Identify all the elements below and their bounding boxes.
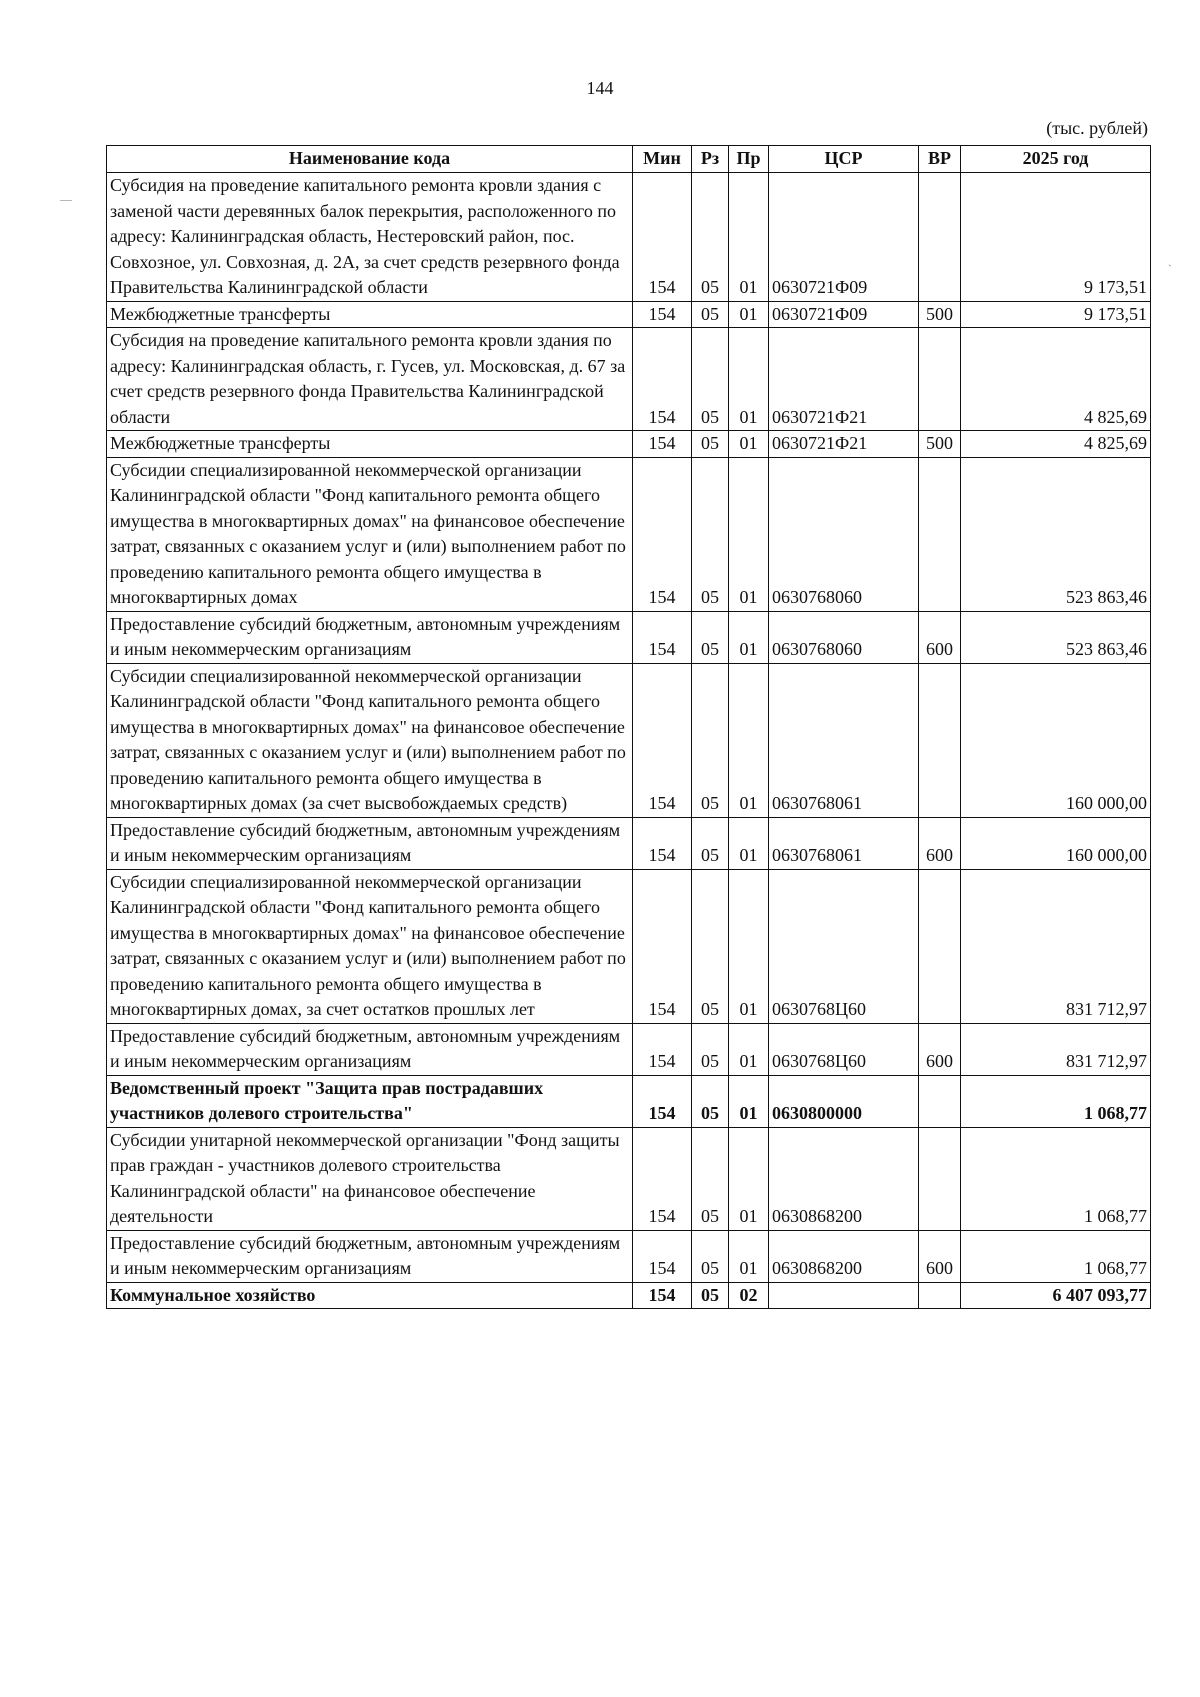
cell-sum: 1 068,77 [961, 1230, 1151, 1282]
cell-vr [919, 1127, 961, 1230]
table-row [107, 663, 1151, 817]
cell-sum: 9 173,51 [961, 301, 1151, 328]
cell-vr [919, 173, 961, 302]
cell-pr: 02 [729, 1282, 769, 1309]
cell-min: 154 [633, 663, 692, 817]
cell-rz: 05 [692, 611, 729, 663]
cell-pr: 01 [729, 611, 769, 663]
cell-vr [919, 1075, 961, 1127]
cell-name: Предоставление субсидий бюджетным, автономным учреждениям и иным некоммерческим организациям [107, 817, 633, 869]
table-row [107, 869, 1151, 1023]
cell-vr [919, 457, 961, 611]
cell-name: Субсидии специализированной некоммерческой организации Калининградской области "Фонд капитального ремонта общего имущества в многоквартирных домах" на финансовое обеспечение затрат, связанных с оказанием услуг и (или) выполнением работ по проведению капитального ремонта общего имущества в многоквартирных домах (за счет высвобождаемых средств) [107, 663, 633, 817]
cell-rz: 05 [692, 1230, 729, 1282]
cell-csr: 0630721Ф21 [769, 328, 919, 431]
scan-artifact-mark: — [60, 192, 72, 206]
units-label: (тыс. рублей) [1046, 118, 1148, 138]
cell-csr: 0630721Ф09 [769, 173, 919, 302]
cell-sum: 160 000,00 [961, 663, 1151, 817]
cell-pr: 01 [729, 869, 769, 1023]
cell-pr: 01 [729, 1023, 769, 1075]
cell-csr: 0630800000 [769, 1075, 919, 1127]
cell-min: 154 [633, 869, 692, 1023]
cell-name: Ведомственный проект "Защита прав пострадавших участников долевого строительства" [107, 1075, 633, 1127]
cell-csr: 0630868200 [769, 1127, 919, 1230]
table-row [107, 328, 1151, 431]
table-row [107, 431, 1151, 458]
header-rz: Рз [692, 146, 729, 173]
cell-rz: 05 [692, 1127, 729, 1230]
cell-vr: 600 [919, 817, 961, 869]
cell-vr [919, 1282, 961, 1309]
cell-min: 154 [633, 611, 692, 663]
cell-pr: 01 [729, 663, 769, 817]
cell-rz: 05 [692, 817, 729, 869]
cell-rz: 05 [692, 1075, 729, 1127]
cell-min: 154 [633, 431, 692, 458]
table-row [107, 611, 1151, 663]
cell-vr [919, 663, 961, 817]
cell-csr: 0630768061 [769, 663, 919, 817]
cell-pr: 01 [729, 173, 769, 302]
cell-csr: 0630768Ц60 [769, 1023, 919, 1075]
cell-csr [769, 1282, 919, 1309]
cell-min: 154 [633, 328, 692, 431]
cell-pr: 01 [729, 1127, 769, 1230]
cell-pr: 01 [729, 457, 769, 611]
cell-sum: 160 000,00 [961, 817, 1151, 869]
cell-name: Межбюджетные трансферты [107, 301, 633, 328]
cell-min: 154 [633, 1127, 692, 1230]
table-body [107, 173, 1151, 1309]
cell-sum: 523 863,46 [961, 457, 1151, 611]
table-row [107, 1282, 1151, 1309]
cell-vr: 500 [919, 301, 961, 328]
cell-min: 154 [633, 1230, 692, 1282]
cell-rz: 05 [692, 431, 729, 458]
table-row [107, 457, 1151, 611]
cell-rz: 05 [692, 1023, 729, 1075]
cell-name: Предоставление субсидий бюджетным, автономным учреждениям и иным некоммерческим организациям [107, 1023, 633, 1075]
cell-csr: 0630768061 [769, 817, 919, 869]
cell-rz: 05 [692, 173, 729, 302]
table-row [107, 173, 1151, 302]
cell-vr [919, 328, 961, 431]
cell-name: Коммунальное хозяйство [107, 1282, 633, 1309]
table-row [107, 1075, 1151, 1127]
cell-name: Субсидии специализированной некоммерческой организации Калининградской области "Фонд капитального ремонта общего имущества в многоквартирных домах" на финансовое обеспечение затрат, связанных с оказанием услуг и (или) выполнением работ по проведению капитального ремонта общего имущества в многоквартирных домах [107, 457, 633, 611]
cell-name: Субсидия на проведение капитального ремонта кровли здания с заменой части деревянных балок перекрытия, расположенного по адресу: Калининградская область, Нестеровский район, пос. Совхозное, ул. Совхозная, д. 2А, за счет средств резервного фонда Правительства Калининградской области [107, 173, 633, 302]
cell-vr: 500 [919, 431, 961, 458]
cell-csr: 0630721Ф21 [769, 431, 919, 458]
cell-sum: 6 407 093,77 [961, 1282, 1151, 1309]
cell-sum: 1 068,77 [961, 1127, 1151, 1230]
header-csr: ЦСР [769, 146, 919, 173]
header-sum: 2025 год [961, 146, 1151, 173]
cell-sum: 9 173,51 [961, 173, 1151, 302]
header-min: Мин [633, 146, 692, 173]
cell-name: Предоставление субсидий бюджетным, автономным учреждениям и иным некоммерческим организациям [107, 1230, 633, 1282]
cell-min: 154 [633, 173, 692, 302]
page-number: 144 [586, 78, 614, 98]
cell-csr: 0630768060 [769, 457, 919, 611]
header-vr: ВР [919, 146, 961, 173]
cell-name: Предоставление субсидий бюджетным, автономным учреждениям и иным некоммерческим организациям [107, 611, 633, 663]
budget-table [106, 145, 1151, 1309]
cell-min: 154 [633, 1282, 692, 1309]
cell-name: Субсидии специализированной некоммерческой организации Калининградской области "Фонд капитального ремонта общего имущества в многоквартирных домах" на финансовое обеспечение затрат, связанных с оказанием услуг и (или) выполнением работ по проведению капитального ремонта общего имущества в многоквартирных домах, за счет остатков прошлых лет [107, 869, 633, 1023]
cell-rz: 05 [692, 457, 729, 611]
cell-name: Межбюджетные трансферты [107, 431, 633, 458]
cell-csr: 0630768060 [769, 611, 919, 663]
cell-sum: 4 825,69 [961, 431, 1151, 458]
cell-csr: 0630868200 [769, 1230, 919, 1282]
cell-name: Субсидия на проведение капитального ремонта кровли здания по адресу: Калининградская область, г. Гусев, ул. Московская, д. 67 за счет средств резервного фонда Правительства Калининградской области [107, 328, 633, 431]
cell-vr: 600 [919, 611, 961, 663]
table-row [107, 1230, 1151, 1282]
cell-rz: 05 [692, 301, 729, 328]
cell-csr: 0630721Ф09 [769, 301, 919, 328]
cell-vr: 600 [919, 1230, 961, 1282]
cell-sum: 831 712,97 [961, 1023, 1151, 1075]
table-row [107, 1023, 1151, 1075]
header-pr: Пр [729, 146, 769, 173]
cell-rz: 05 [692, 663, 729, 817]
table-row [107, 301, 1151, 328]
cell-min: 154 [633, 1075, 692, 1127]
cell-vr [919, 869, 961, 1023]
cell-pr: 01 [729, 301, 769, 328]
cell-csr: 0630768Ц60 [769, 869, 919, 1023]
cell-min: 154 [633, 457, 692, 611]
table-row [107, 1127, 1151, 1230]
cell-sum: 1 068,77 [961, 1075, 1151, 1127]
header-name: Наименование кода [107, 146, 633, 173]
cell-vr: 600 [919, 1023, 961, 1075]
cell-name: Субсидии унитарной некоммерческой организации "Фонд защиты прав граждан - участников долевого строительства Калининградской области" на финансовое обеспечение деятельности [107, 1127, 633, 1230]
cell-pr: 01 [729, 328, 769, 431]
cell-sum: 831 712,97 [961, 869, 1151, 1023]
cell-pr: 01 [729, 431, 769, 458]
cell-sum: 4 825,69 [961, 328, 1151, 431]
cell-pr: 01 [729, 1230, 769, 1282]
cell-pr: 01 [729, 1075, 769, 1127]
cell-min: 154 [633, 817, 692, 869]
table-row [107, 817, 1151, 869]
cell-rz: 05 [692, 1282, 729, 1309]
cell-pr: 01 [729, 817, 769, 869]
cell-sum: 523 863,46 [961, 611, 1151, 663]
cell-rz: 05 [692, 328, 729, 431]
cell-min: 154 [633, 1023, 692, 1075]
cell-min: 154 [633, 301, 692, 328]
scan-artifact-mark: ˋ [1168, 262, 1172, 276]
table-header-row [107, 146, 1151, 173]
cell-rz: 05 [692, 869, 729, 1023]
